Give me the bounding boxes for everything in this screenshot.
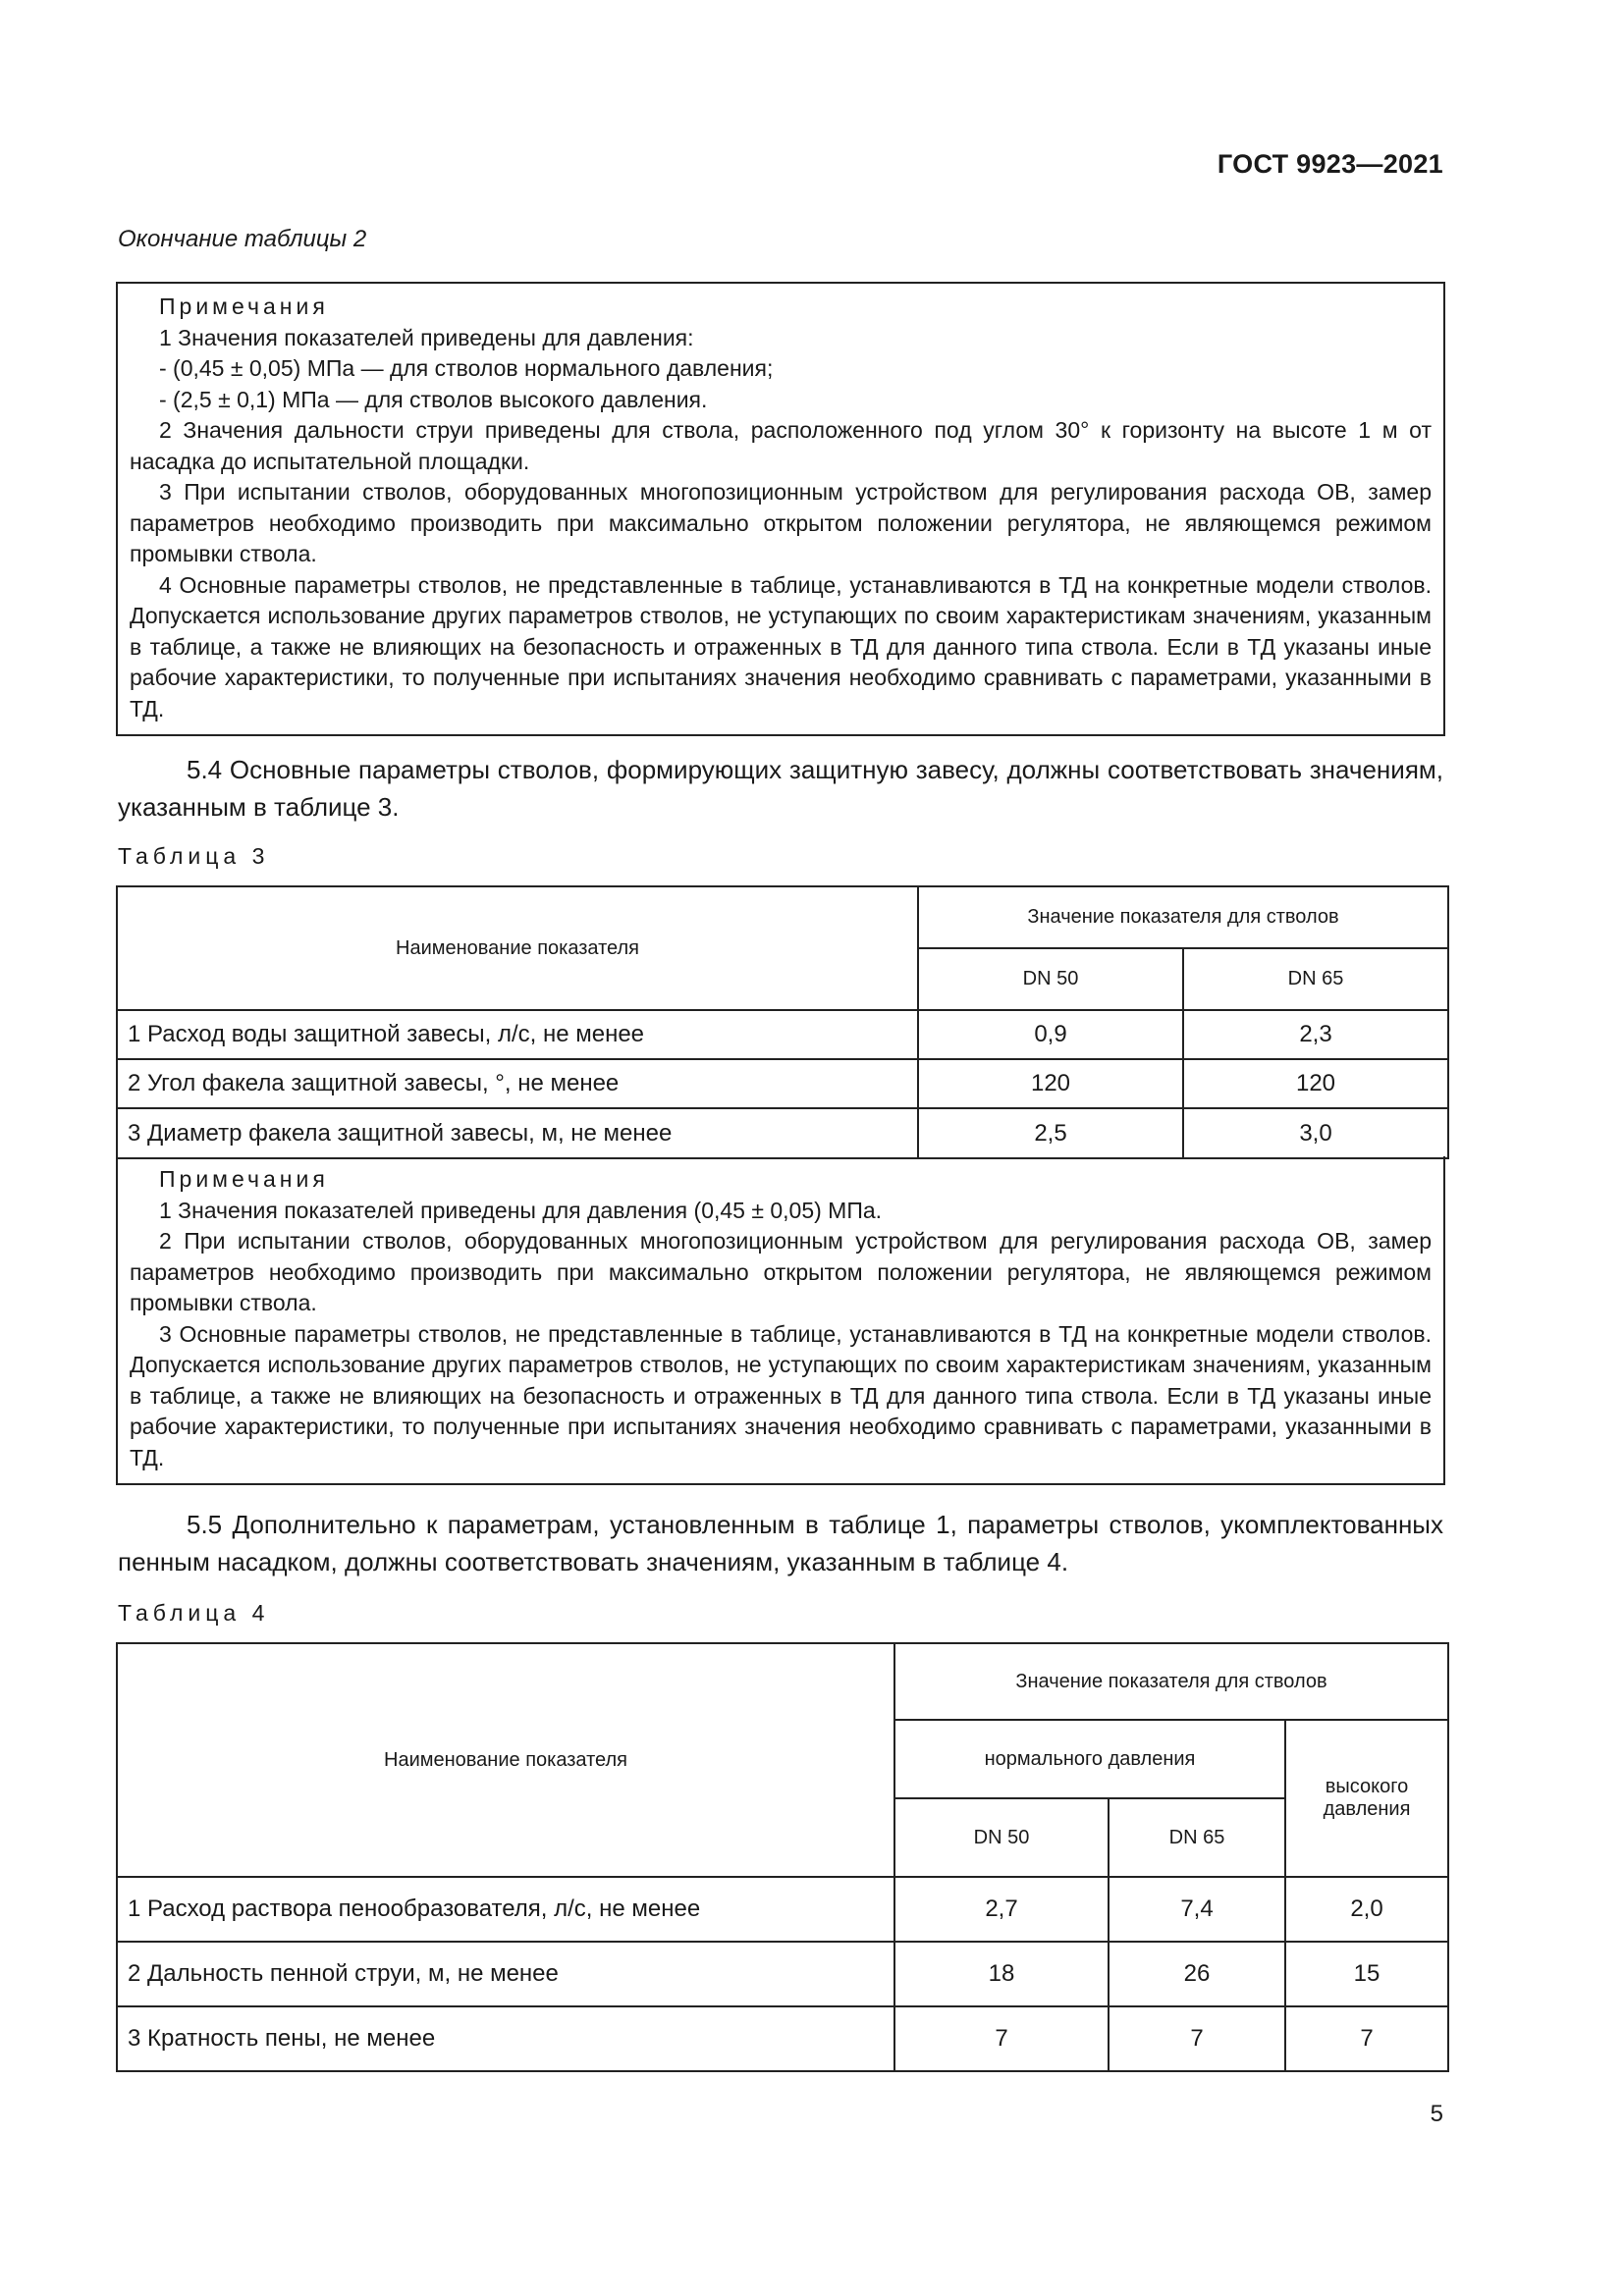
row-name: 1 Расход воды защитной завесы, л/с, не менее (117, 1010, 918, 1059)
page-number: 5 (1430, 2101, 1443, 2127)
table3 (116, 885, 1449, 1159)
row-name: 3 Диаметр факела защитной завесы, м, не менее (117, 1108, 918, 1158)
note-item: 1 Значения показателей приведены для давления: (159, 324, 694, 350)
cell-high: 15 (1285, 1942, 1448, 2006)
table4-header-normal-pressure: нормального давления (894, 1720, 1285, 1798)
table4-header-high-pressure: высокого давления (1285, 1720, 1448, 1877)
note-item: 2 Значения дальности струи приведены для ствола, расположенного под углом 30° к горизонту на высоте 1 м от насадка до испытательной площадки. (130, 417, 1432, 474)
table4-header-dn65: DN 65 (1109, 1798, 1285, 1877)
note-item: - (0,45 ± 0,05) МПа — для стволов нормального давления; (159, 355, 774, 381)
cell-high: 2,0 (1285, 1877, 1448, 1942)
paragraph-5-5: 5.5 Дополнительно к параметрам, установленным в таблице 1, параметры стволов, укомплектованных пенным насадком, должны соответствовать значениям, указанным в таблице 4. (118, 1510, 1443, 1576)
table-row (117, 2006, 1448, 2071)
cell-high: 7 (1285, 2006, 1448, 2071)
table4-header-name: Наименование показателя (117, 1643, 894, 1877)
row-name: 2 Дальность пенной струи, м, не менее (117, 1942, 894, 2006)
table4-caption: Таблица 4 (118, 1600, 270, 1626)
table3-caption: Таблица 3 (118, 843, 270, 869)
table4-header-group: Значение показателя для стволов (894, 1643, 1448, 1720)
table3-header-dn50: DN 50 (918, 948, 1183, 1010)
paragraph-5-4: 5.4 Основные параметры стволов, формирующих защитную завесу, должны соответствовать значениям, указанным в таблице 3. (118, 755, 1443, 822)
cell-dn50: 0,9 (918, 1010, 1183, 1059)
table3-notes-box (116, 1156, 1445, 1485)
cell-dn50: 2,7 (894, 1877, 1109, 1942)
table-row (117, 1942, 1448, 2006)
cell-dn65: 2,3 (1183, 1010, 1448, 1059)
note-item: 3 Основные параметры стволов, не представленные в таблице, устанавливаются в ТД на конкретные модели стволов. Допускается использование других параметров стволов, не уступающих по своим характеристикам значениям, указанным в таблице, а также не влияющих на безопасность и отраженных в ТД для данного типа ствола. Если в ТД указаны иные рабочие характеристики, то полученные при испытаниях значения необходимо сравнивать с параметрами, указанными в ТД. (130, 1320, 1432, 1470)
cell-dn50: 7 (894, 2006, 1109, 2071)
table4-header-dn50: DN 50 (894, 1798, 1109, 1877)
row-name: 2 Угол факела защитной завесы, °, не менее (117, 1059, 918, 1108)
table3-header-group: Значение показателя для стволов (918, 886, 1448, 948)
note-item: 4 Основные параметры стволов, не представленные в таблице, устанавливаются в ТД на конкретные модели стволов. Допускается использование других параметров стволов, не уступающих по своим характеристикам значениям, указанным в таблице, а также не влияющих на безопасность и отраженных в ТД для данного типа ствола. Если в ТД указаны иные рабочие характеристики, то полученные при испытаниях значения необходимо сравнивать с параметрами, указанными в ТД. (130, 571, 1432, 721)
table2-notes-box (116, 282, 1445, 736)
table-row (117, 1010, 1448, 1059)
notes-title: Примечания (159, 294, 329, 319)
row-name: 1 Расход раствора пенообразователя, л/с, не менее (117, 1877, 894, 1942)
table-continuation-caption: Окончание таблицы 2 (118, 226, 367, 252)
cell-dn65: 3,0 (1183, 1108, 1448, 1158)
cell-dn50: 120 (918, 1059, 1183, 1108)
note-item: 3 При испытании стволов, оборудованных многопозиционным устройством для регулирования расхода ОВ, замер параметров необходимо производить при максимально открытом положении регулятора, не являющемся режимом промывки ствола. (130, 479, 1432, 566)
cell-dn50: 18 (894, 1942, 1109, 2006)
note-item: - (2,5 ± 0,1) МПа — для стволов высокого давления. (159, 386, 708, 412)
table3-header-dn65: DN 65 (1183, 948, 1448, 1010)
document-code: ГОСТ 9923—2021 (1217, 149, 1443, 179)
table3-header-name: Наименование показателя (117, 886, 918, 1010)
table-row (117, 1877, 1448, 1942)
note-item: 2 При испытании стволов, оборудованных многопозиционным устройством для регулирования расхода ОВ, замер параметров необходимо производить при максимально открытом положении регулятора, не являющемся режимом промывки ствола. (130, 1228, 1432, 1315)
row-name: 3 Кратность пены, не менее (117, 2006, 894, 2071)
table-row (117, 1059, 1448, 1108)
table4 (116, 1642, 1449, 2072)
cell-dn65: 26 (1109, 1942, 1285, 2006)
cell-dn65: 7,4 (1109, 1877, 1285, 1942)
cell-dn50: 2,5 (918, 1108, 1183, 1158)
cell-dn65: 120 (1183, 1059, 1448, 1108)
cell-dn65: 7 (1109, 2006, 1285, 2071)
note-item: 1 Значения показателей приведены для давления (0,45 ± 0,05) МПа. (159, 1197, 883, 1223)
table-row (117, 1108, 1448, 1158)
notes-title: Примечания (159, 1166, 329, 1192)
